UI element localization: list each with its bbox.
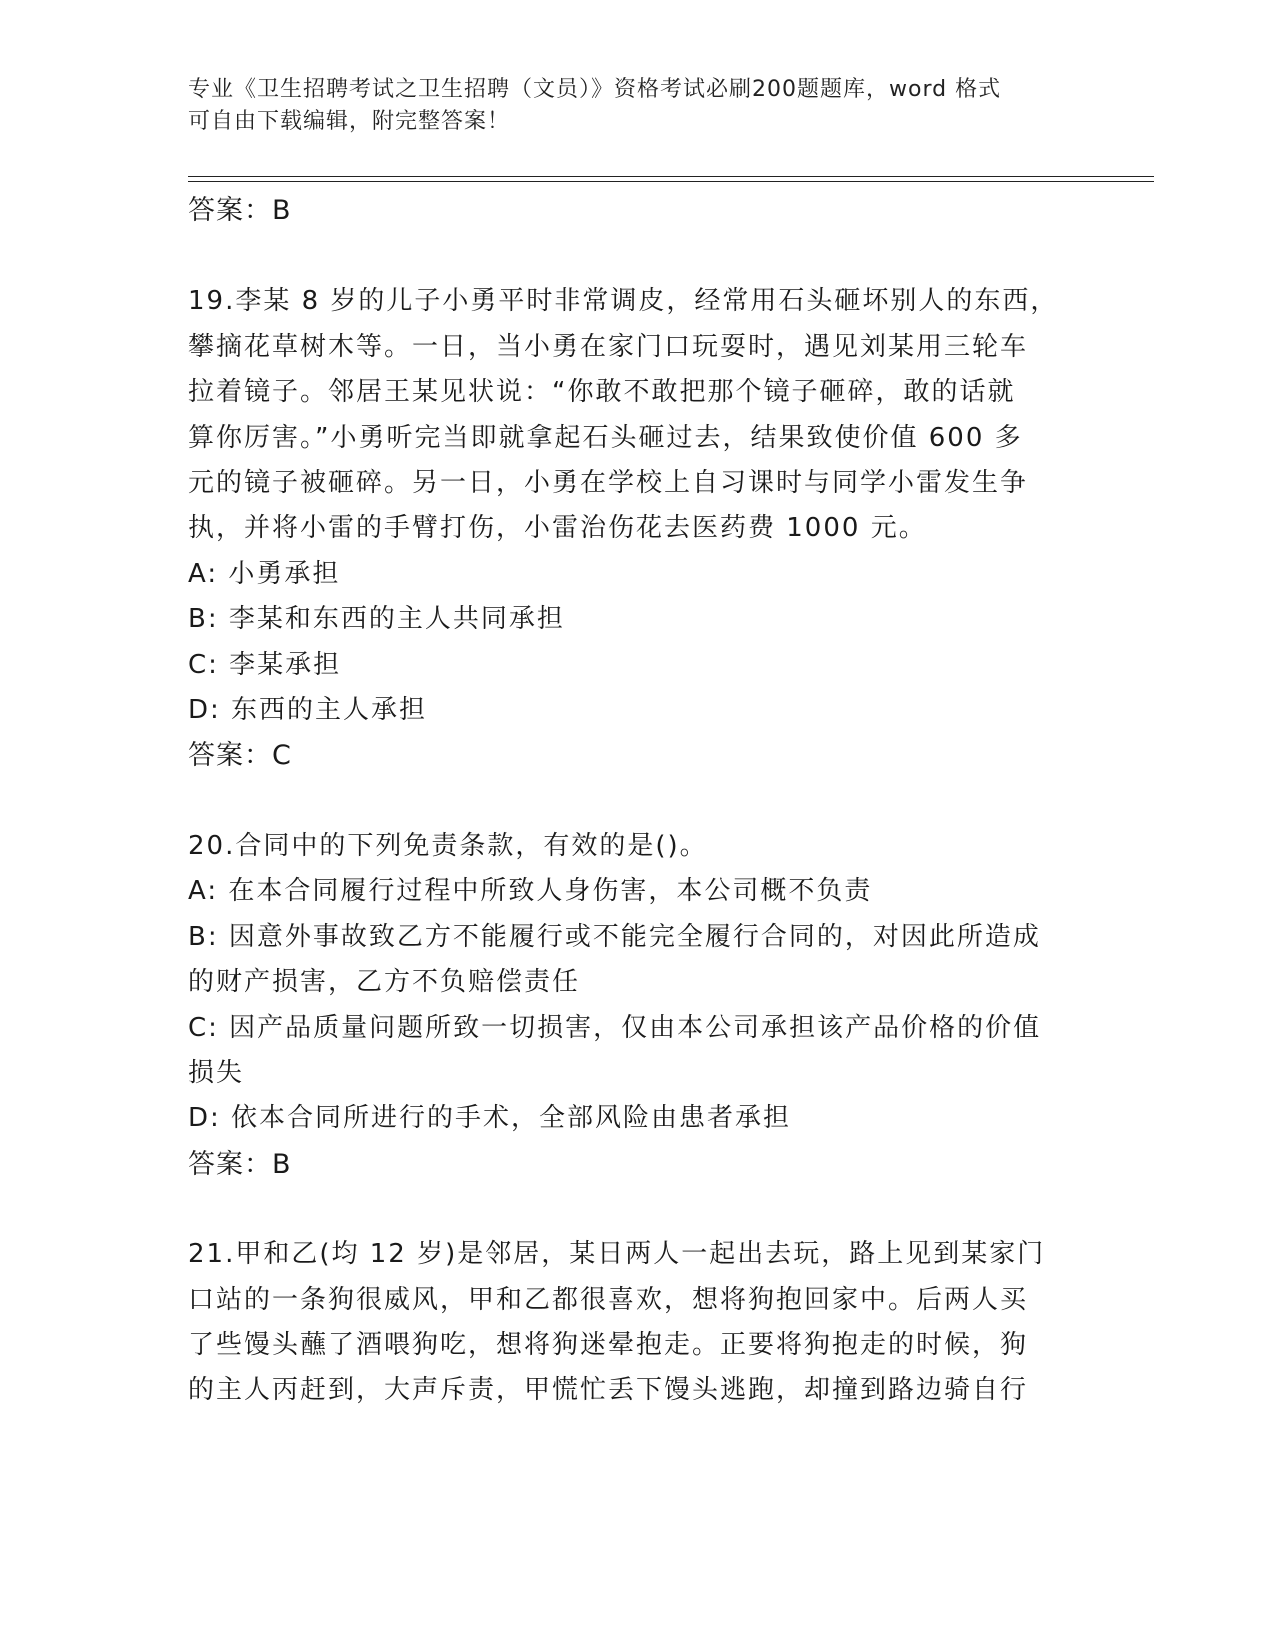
answer-q19: 答案：C (188, 740, 292, 772)
question-19-text-line: 19.李某 8 岁的儿子小勇平时非常调皮，经常用石头砸坏别人的东西， (188, 286, 1059, 317)
question-19-option-c: C: 李某承担 (188, 649, 342, 680)
answer-q20: 答案：B (188, 1148, 292, 1180)
question-20-option-d: D: 依本合同所进行的手术，全部风险由患者承担 (188, 1103, 792, 1134)
question-19 (188, 279, 1078, 778)
spacer (188, 779, 1078, 824)
question-20-option-a: A: 在本合同履行过程中所致人身伤害，本公司概不负责 (188, 876, 873, 907)
spacer (188, 233, 1078, 279)
question-19-option-b: B: 李某和东西的主人共同承担 (188, 604, 565, 635)
question-21-text-line: 口站的一条狗很威风，甲和乙都很喜欢，想将狗抱回家中。后两人买 (188, 1284, 1029, 1315)
question-20 (188, 824, 1078, 1187)
question-19-text-line: 算你厉害。”小勇听完当即就拿起石头砸过去，结果致使价值 600 多 (188, 422, 1023, 453)
question-19-option-a: A: 小勇承担 (188, 558, 341, 589)
question-19-text-line: 元的镜子被砸碎。另一日，小勇在学校上自习课时与同学小雷发生争 (188, 468, 1029, 499)
header-title-line-1: 专业《卫生招聘考试之卫生招聘（文员）》资格考试必刷200题题库，word 格式 (188, 77, 1002, 102)
question-21-text-line: 了些馒头蘸了酒喂狗吃，想将狗迷晕抱走。正要将狗抱走的时候，狗 (188, 1329, 1029, 1360)
document-body (188, 188, 1078, 1414)
question-21 (188, 1232, 1078, 1414)
page-header (188, 74, 1068, 138)
question-20-option-c: C: 因产品质量问题所致一切损害，仅由本公司承担该产品价格的价值 (188, 1012, 1042, 1043)
question-19-option-d: D: 东西的主人承担 (188, 695, 428, 726)
question-19-text-line: 拉着镜子。邻居王某见状说：“你敢不敢把那个镜子砸碎，敢的话就 (188, 377, 1016, 408)
header-divider (188, 176, 1154, 182)
question-20-option-b: B: 因意外事故致乙方不能履行或不能完全履行合同的，对因此所造成 (188, 921, 1041, 952)
question-21-text-line: 21.甲和乙(均 12 岁)是邻居，某日两人一起出去玩，路上见到某家门 (188, 1239, 1046, 1270)
question-20-option-b-continued: 的财产损害，乙方不负赔偿责任 (188, 967, 581, 998)
question-19-text-line: 执，并将小雷的手臂打伤，小雷治伤花去医药费 1000 元。 (188, 513, 927, 544)
spacer (188, 1187, 1078, 1232)
header-title-line-2: 可自由下载编辑，附完整答案！ (188, 109, 511, 134)
question-19-text-line: 攀摘花草树木等。一日，当小勇在家门口玩耍时，遇见刘某用三轮车 (188, 331, 1029, 362)
question-20-text-line: 20.合同中的下列免责条款，有效的是()。 (188, 830, 708, 861)
question-20-option-c-continued: 损失 (188, 1057, 245, 1088)
question-21-text-line: 的主人丙赶到，大声斥责，甲慌忙丢下馒头逃跑，却撞到路边骑自行 (188, 1375, 1029, 1406)
answer-q18: 答案：B (188, 195, 292, 226)
